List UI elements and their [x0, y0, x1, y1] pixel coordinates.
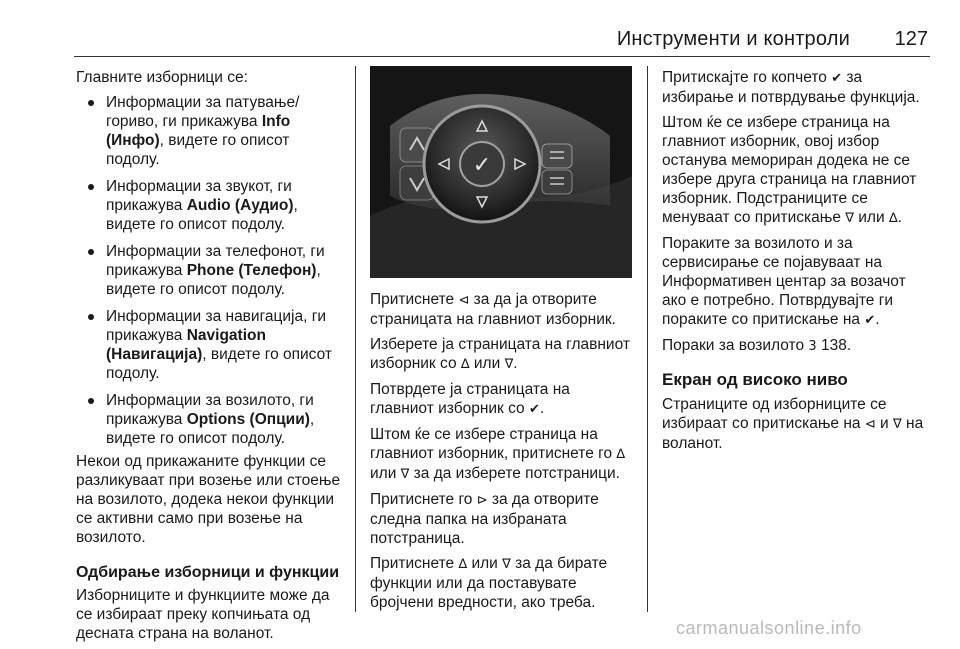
body-paragraph: Потврдете ја страницата на главниот изборник со ✔.	[370, 381, 570, 417]
list-item: Информации за возилото, ги прикажува Options (Опции), видете го описот подолу.	[76, 391, 342, 448]
reference-arrow-icon: 3	[808, 339, 817, 354]
header-rule	[74, 56, 930, 57]
column-divider-left	[355, 66, 356, 612]
up-arrow-icon: ∆	[458, 557, 468, 572]
section-heading: Одбирање изборници и функции	[76, 564, 340, 581]
up-arrow-icon: ∆	[460, 357, 470, 372]
column-3	[662, 68, 934, 459]
down-arrow-icon: ∇	[845, 211, 854, 226]
check-icon: ✔	[831, 71, 843, 86]
intro-text: Главните изборници се:	[76, 69, 248, 86]
body-paragraph: Штом ќе се избере страница на главниот изборник, овој избор останува мемориран додека не се избере друга страница на главниот изборник. Подстраниците се менуваат со притискање ∇ или ∆.	[662, 114, 917, 226]
up-arrow-icon: ∆	[888, 211, 898, 226]
body-paragraph: Притиснете го ⊳ за да отворите следна папка на избраната потстраница.	[370, 491, 599, 547]
list-item: Информации за патување/гориво, ги прикажува Info (Инфо), видете го описот подолу.	[76, 93, 342, 169]
back-arrow-icon: ⊲	[864, 417, 876, 432]
cross-reference: Пораки за возилото 3 138.	[662, 337, 852, 354]
body-paragraph: Пораките за возилото и за сервисирање се појавуваат на Информативен центар за возачот ако е потребно. Потврдувајте ги пораките со притискање на ✔.	[662, 235, 906, 328]
down-arrow-icon: ∇	[502, 557, 511, 572]
check-icon: ✔	[864, 313, 876, 328]
body-paragraph: Штом ќе се избере страница на главниот изборник, притиснете го ∆ или ∇ за да изберете потстраници.	[370, 426, 626, 482]
main-menu-list	[76, 93, 342, 448]
down-arrow-icon: ∇	[400, 467, 410, 482]
list-item: Информации за навигација, ги прикажува Navigation (Навигација), видете го описот подолу.	[76, 307, 342, 383]
body-paragraph: Изборниците и функциите може да се избираат преку копчињата од десната страна на воланот.	[76, 587, 330, 642]
column-2	[370, 290, 632, 618]
body-paragraph: Страниците од изборниците се избираат со притискање на ⊲ и ∇ на воланот.	[662, 396, 924, 452]
check-icon: ✔	[528, 402, 540, 417]
steering-wheel-controls-figure	[370, 66, 632, 278]
column-1	[76, 68, 342, 649]
down-arrow-icon: ∇	[893, 417, 902, 432]
body-paragraph: Изберете ја страницата на главниот изборник со ∆ или ∇.	[370, 336, 630, 372]
body-paragraph: Притискајте го копчето ✔ за избирање и потврдување функција.	[662, 69, 920, 106]
body-paragraph: Притиснете ⊲ за да ја отворите страницата на главниот изборник.	[370, 291, 616, 328]
section-heading: Екран од високо ниво	[662, 370, 848, 389]
steering-wheel-illustration	[370, 66, 632, 278]
column-divider-right	[647, 66, 648, 612]
list-item: Информации за звукот, ги прикажува Audio (Аудио), видете го описот подолу.	[76, 177, 342, 234]
body-paragraph: Некои од прикажаните функции се разликуваат при возење или стоење на возилото, додека некои функции се активни само при возење на возилото.	[76, 453, 341, 546]
watermark: carmanualsonline.info	[676, 618, 862, 638]
down-arrow-icon: ∇	[504, 357, 514, 372]
page-number: 127	[894, 28, 928, 50]
up-arrow-icon: ∆	[616, 447, 626, 462]
ok-icon: ✓	[472, 153, 492, 178]
header-title: Инструменти и контроли	[616, 28, 850, 50]
forward-arrow-icon: ⊳	[476, 493, 488, 508]
body-paragraph: Притиснете ∆ или ∇ за да бирате функции или да поставувате бројчени вредности, ако треба.	[370, 555, 608, 611]
list-item: Информации за телефонот, ги прикажува Phone (Телефон), видете го описот подолу.	[76, 242, 342, 299]
back-arrow-icon: ⊲	[458, 293, 470, 308]
